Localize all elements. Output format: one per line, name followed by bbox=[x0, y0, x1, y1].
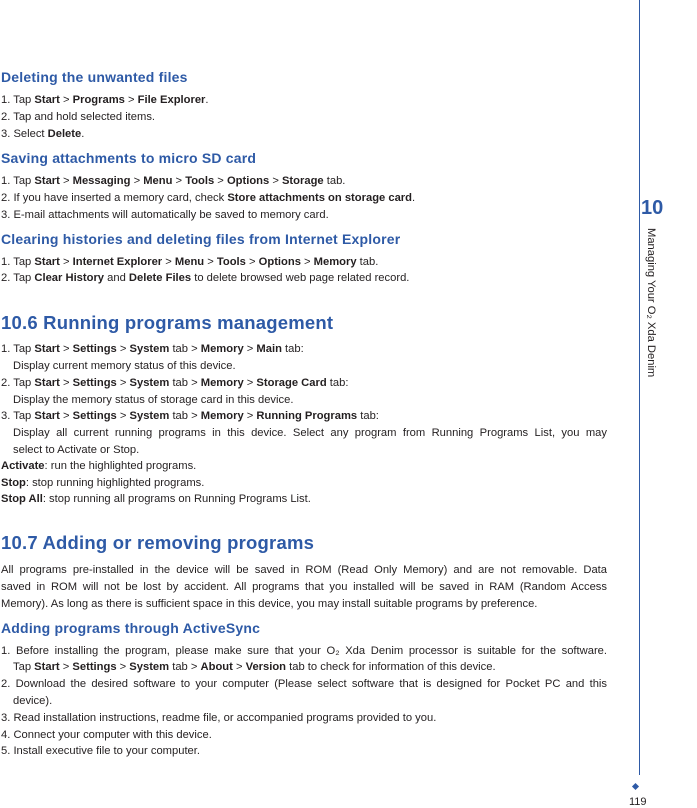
heading-activesync: Adding programs through ActiveSync bbox=[1, 620, 261, 636]
list-item: 3. Select Delete. bbox=[1, 128, 85, 140]
list-item: 2. Download the desired software to your computer (Please select software that is designed for Pocket PC and this bbox=[1, 678, 607, 690]
diamond-icon bbox=[632, 783, 639, 790]
page-number: 119 bbox=[629, 796, 647, 808]
list-item-detail: Display the memory status of storage card in this device. bbox=[13, 394, 294, 406]
list-item-detail: Display all current running programs in this device. Select any program from Running Programs List, you may bbox=[13, 427, 607, 439]
list-item-detail: Tap Start > Settings > System tab > About > Version tab to check for information of this device. bbox=[13, 661, 496, 673]
list-item-detail: select to Activate or Stop. bbox=[13, 444, 140, 456]
heading-10-6: 10.6 Running programs management bbox=[1, 312, 334, 333]
list-item: 1. Tap Start > Internet Explorer > Menu > Tools > Options > Memory tab. bbox=[1, 256, 379, 268]
list-item: 3. Tap Start > Settings > System tab > Memory > Running Programs tab: bbox=[1, 410, 379, 422]
list-item-detail: Display current memory status of this device. bbox=[13, 360, 236, 372]
list-item: 3. Read installation instructions, readme file, or accompanied programs provided to you. bbox=[1, 712, 437, 724]
list-item: 1. Tap Start > Programs > File Explorer. bbox=[1, 94, 209, 106]
list-item: 3. E-mail attachments will automatically be saved to memory card. bbox=[1, 209, 329, 221]
list-item: 2. If you have inserted a memory card, check Store attachments on storage card. bbox=[1, 192, 416, 204]
list-item: 2. Tap and hold selected items. bbox=[1, 111, 156, 123]
definition-stop-all: Stop All: stop running all programs on Running Programs List. bbox=[1, 493, 311, 505]
list-item: 2. Tap Start > Settings > System tab > Memory > Storage Card tab: bbox=[1, 377, 349, 389]
heading-10-7: 10.7 Adding or removing programs bbox=[1, 532, 315, 553]
heading-deleting-files: Deleting the unwanted files bbox=[1, 69, 188, 85]
list-item: 1. Tap Start > Messaging > Menu > Tools > Options > Storage tab. bbox=[1, 175, 346, 187]
list-item-detail: device). bbox=[13, 695, 53, 707]
list-item: 4. Connect your computer with this device. bbox=[1, 729, 212, 741]
heading-saving-attachments: Saving attachments to micro SD card bbox=[1, 150, 257, 166]
sidebar-rule bbox=[639, 0, 640, 775]
paragraph-line: All programs pre-installed in the device will be saved in ROM (Read Only Memory) and are not removable. Data bbox=[1, 564, 607, 576]
paragraph-line: Memory). As long as there is sufficient space in this device, you may install suitable programs by preference. bbox=[1, 598, 538, 610]
list-item: 1. Before installing the program, please make sure that your O₂ Xda Denim processor is suitable for the software. bbox=[1, 645, 607, 657]
definition-activate: Activate: run the highlighted programs. bbox=[1, 460, 197, 472]
paragraph-line: saved in ROM will not be lost by accident. All programs that you installed will be saved in RAM (Random Access bbox=[1, 581, 607, 593]
list-item: 5. Install executive file to your computer. bbox=[1, 745, 200, 757]
definition-stop: Stop: stop running highlighted programs. bbox=[1, 477, 205, 489]
list-item: 2. Tap Clear History and Delete Files to delete browsed web page related record. bbox=[1, 272, 410, 284]
chapter-number: 10 bbox=[641, 197, 664, 219]
list-item: 1. Tap Start > Settings > System tab > Memory > Main tab: bbox=[1, 343, 304, 355]
chapter-title: Managing Your O₂ Xda Denim bbox=[645, 228, 657, 378]
heading-clearing-histories: Clearing histories and deleting files from Internet Explorer bbox=[1, 231, 401, 247]
